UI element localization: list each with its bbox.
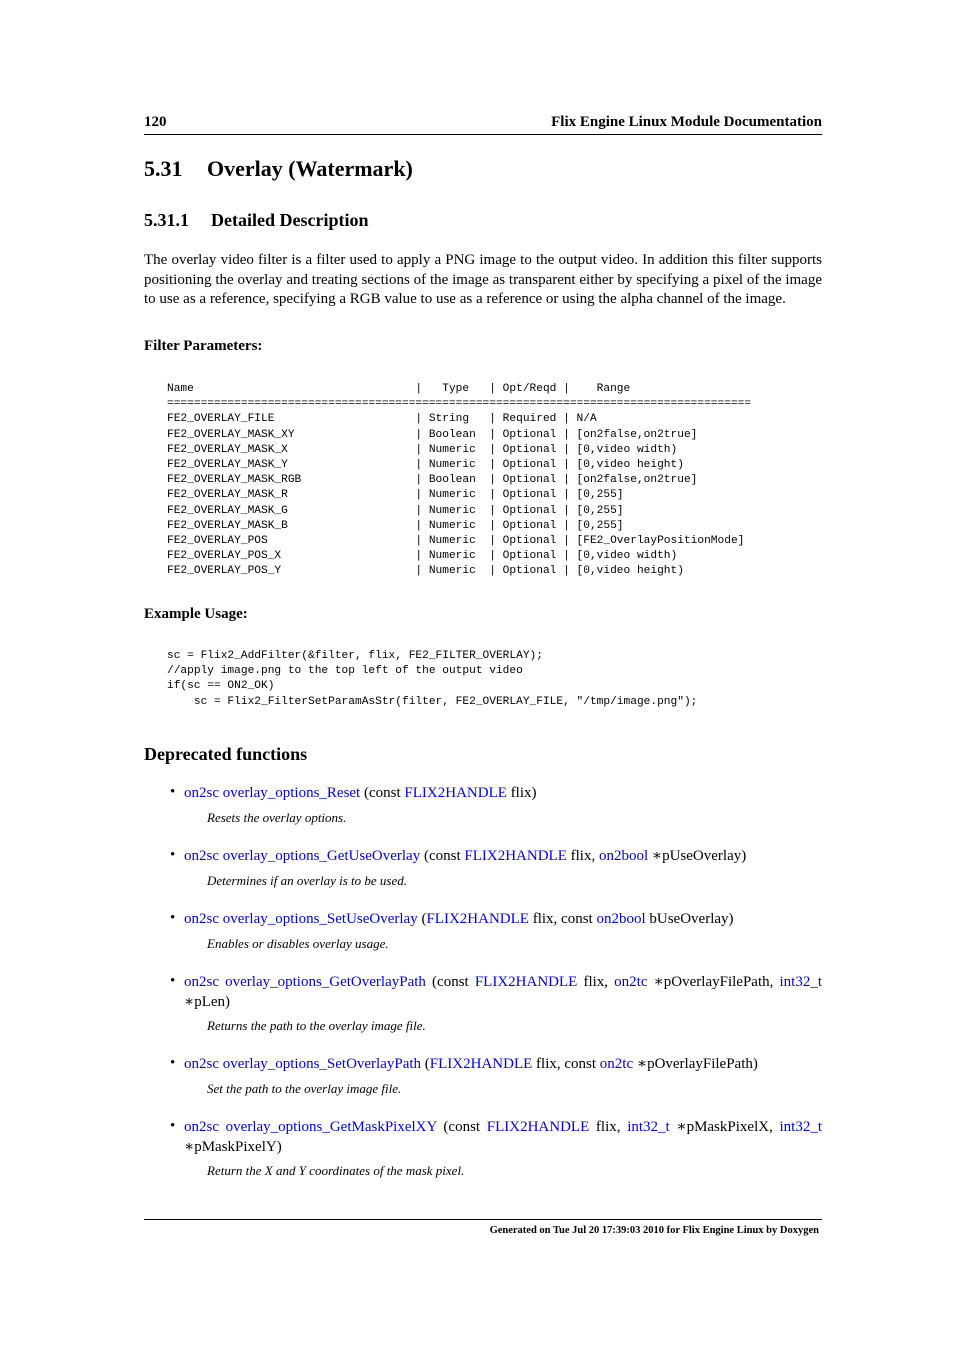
bullet-icon: •	[170, 973, 176, 989]
function-item	[144, 973, 822, 1034]
doc-link[interactable]: int32_t	[779, 974, 822, 990]
bullet-icon: •	[170, 1118, 176, 1134]
function-brief: Set the path to the overlay image file.	[207, 1080, 402, 1096]
doc-link[interactable]: overlay_options_SetOverlayPath	[222, 1056, 422, 1072]
function-signature	[184, 1055, 822, 1075]
bullet-icon: •	[170, 910, 176, 926]
footer-text: Generated on Tue Jul 20 17:39:03 2010 for Flix Engine Linux by Doxygen	[489, 1225, 819, 1236]
doc-link[interactable]: on2bool	[598, 848, 649, 864]
doc-link[interactable]: FLIX2HANDLE	[474, 974, 578, 990]
function-brief: Return the X and Y coordinates of the mask pixel.	[207, 1163, 465, 1178]
example-usage-label: Example Usage:	[144, 606, 248, 622]
doc-link[interactable]: overlay_options_SetUseOverlay	[222, 911, 418, 927]
document-title: Flix Engine Linux Module Documentation	[551, 114, 822, 130]
doc-link[interactable]: on2bool	[596, 911, 646, 927]
signature-text: ∗pUseOverlay)	[648, 848, 747, 864]
function-signature	[184, 847, 822, 867]
bullet-icon: •	[170, 784, 176, 800]
doc-link[interactable]: overlay_options_GetUseOverlay	[222, 848, 421, 864]
signature-text: (const	[360, 785, 405, 801]
signature-text: ∗pLen)	[184, 993, 231, 1010]
function-brief: Returns the path to the overlay image file.	[207, 1018, 426, 1033]
signature-text: ∗pMaskPixelY)	[184, 1138, 282, 1155]
page-number: 120	[144, 114, 167, 130]
doc-link[interactable]: on2sc	[184, 1119, 219, 1135]
function-item	[144, 1055, 822, 1097]
deprecated-functions-heading: Deprecated functions	[144, 744, 308, 764]
doc-link[interactable]: FLIX2HANDLE	[486, 1119, 590, 1135]
signature-text: (const	[436, 1119, 487, 1135]
doc-link[interactable]: FLIX2HANDLE	[429, 1056, 533, 1072]
signature-text: (const	[420, 848, 465, 864]
function-signature	[184, 784, 822, 804]
bullet-icon: •	[170, 1055, 176, 1071]
doc-link[interactable]: on2sc	[184, 974, 219, 990]
function-brief: Enables or disables overlay usage.	[207, 935, 389, 951]
signature-text: flix,	[577, 974, 615, 990]
signature-text: (	[421, 1056, 430, 1072]
doc-link[interactable]: overlay_options_GetOverlayPath	[225, 974, 426, 990]
signature-text: bUseOverlay)	[645, 911, 734, 927]
signature-text: flix, const	[528, 911, 597, 927]
function-brief: Resets the overlay options.	[207, 809, 347, 825]
doc-link[interactable]: on2sc	[184, 911, 219, 927]
function-signature	[184, 973, 822, 1012]
filter-parameters-label: Filter Parameters:	[144, 338, 263, 354]
function-item	[144, 847, 822, 889]
doc-link[interactable]: int32_t	[779, 1119, 822, 1135]
doc-link[interactable]: FLIX2HANDLE	[426, 911, 529, 927]
subsection-title: Detailed Description	[211, 210, 369, 230]
signature-text: (	[417, 911, 427, 927]
section-title: Overlay (Watermark)	[207, 156, 413, 181]
signature-text: flix, const	[532, 1056, 600, 1072]
running-header	[144, 114, 822, 135]
section-heading	[144, 156, 413, 182]
doc-link[interactable]: FLIX2HANDLE	[464, 848, 567, 864]
description-paragraph: The overlay video filter is a filter used to apply a PNG image to the output video. In addition this filter supports positioning the overlay and treating sections of the image as transparent either by specifying a pixel of the image to use as a reference, specifying a RGB value to use as a reference or using the alpha channel of the image.	[144, 252, 822, 308]
doc-link[interactable]: on2tc	[599, 1056, 634, 1072]
doc-link[interactable]: on2tc	[614, 974, 648, 990]
subsection-heading	[144, 210, 368, 231]
doc-link[interactable]: on2sc	[184, 848, 219, 864]
signature-text: flix)	[506, 785, 537, 801]
function-signature	[184, 1118, 822, 1157]
function-signature	[184, 910, 822, 930]
bullet-icon: •	[170, 847, 176, 863]
doc-link[interactable]: int32_t	[627, 1119, 670, 1135]
signature-text: ∗pOverlayFilePath,	[647, 974, 780, 990]
signature-text: ∗pOverlayFilePath)	[633, 1056, 758, 1072]
section-number: 5.31	[144, 156, 183, 181]
doc-link[interactable]: FLIX2HANDLE	[404, 785, 507, 801]
signature-text	[219, 1119, 226, 1135]
example-usage-code: sc = Flix2_AddFilter(&filter, flix, FE2_FILTER_OVERLAY); //apply image.png to the top left of the output video if(sc == ON2_OK) sc = Flix2_FilterSetParamAsStr(filter, FE2_OVERLAY_FILE, "/tmp/image.png");	[167, 650, 698, 708]
signature-text: ∗pMaskPixelX,	[669, 1119, 780, 1135]
signature-text: flix,	[589, 1119, 628, 1135]
function-item	[144, 910, 822, 952]
doc-link[interactable]: on2sc	[184, 1056, 219, 1072]
subsection-number: 5.31.1	[144, 210, 189, 230]
function-item	[144, 1118, 822, 1179]
function-brief: Determines if an overlay is to be used.	[207, 872, 408, 888]
doc-link[interactable]: on2sc	[184, 785, 219, 801]
filter-parameters-table: Name | Type | Opt/Reqd | Range ======================================================================================= FE2_OVERLAY_FILE | String | Required | N/A FE2_OVERLAY_MASK_XY | Boolean | Optional | [on2false,on2true] FE2_OVERLAY_MASK_X | Numeric | Optional | [0,video width) FE2_OVERLAY_MASK_Y | Numeric | Optional | [0,video height) FE2_OVERLAY_MASK_RGB | Boolean | Optional | [on2false,on2true] FE2_OVERLAY_MASK_R | Numeric | Optional | [0,255] FE2_OVERLAY_MASK_G | Numeric | Optional | [0,255] FE2_OVERLAY_MASK_B | Numeric | Optional | [0,255] FE2_OVERLAY_POS | Numeric | Optional | [FE2_OverlayPositionMode] FE2_OVERLAY_POS_X | Numeric | Optional | [0,video width) FE2_OVERLAY_POS_Y | Numeric | Optional | [0,video height)	[167, 383, 752, 578]
signature-text: (const	[425, 974, 475, 990]
doc-link[interactable]: overlay_options_GetMaskPixelXY	[225, 1119, 437, 1135]
page-footer	[144, 1219, 822, 1236]
function-item	[144, 784, 822, 826]
signature-text: flix,	[566, 848, 599, 864]
doc-link[interactable]: overlay_options_Reset	[222, 785, 361, 801]
